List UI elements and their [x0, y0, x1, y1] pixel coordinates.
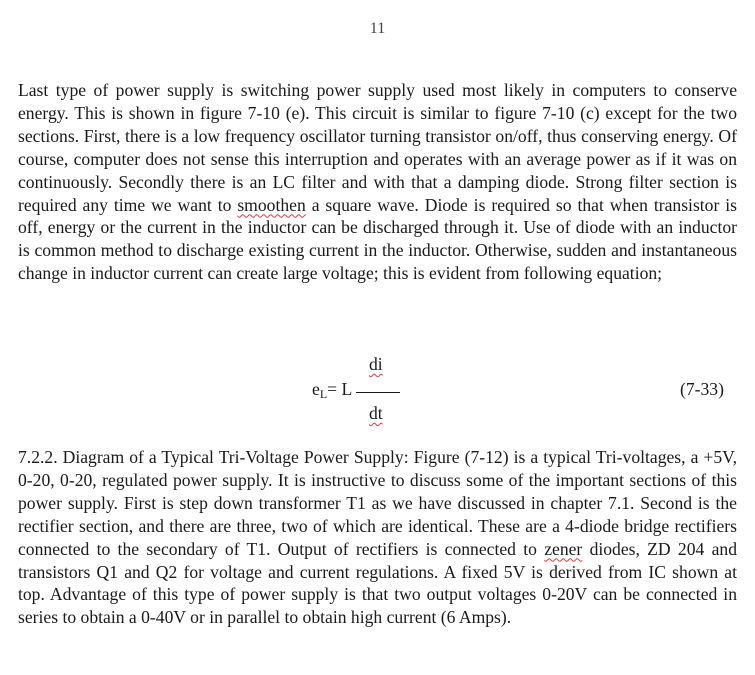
- paragraph-switching-power-supply: [18, 79, 737, 285]
- paragraph-text: Last type of power supply is switching power supply used most likely in computers to conserve energy. This is shown in figure 7-10 (e). This circuit is similar to figure 7-10 (c) except for the two sections. First, there is a low frequency oscillator turning transistor on/off, thus conserving energy. Of course, computer does not sense this interruption and operates with an average power as if it was on continuously. Secondly there is an LC filter and with that a damping diode. Strong filter section is required any time we want to: [18, 80, 737, 215]
- paragraph-text: a square wave. Diode is required so that when transistor is off, energy or the current in the inductor can be discharged through it. Use of diode with an inductor is common method to discharge existing current in the inductor. Otherwise, sudden and instantaneous change in inductor current can create large voltage; this is evident from following equation;: [18, 194, 738, 284]
- spellcheck-word-zener: zener: [544, 538, 583, 559]
- equation-symbol-e: e: [312, 379, 320, 399]
- paragraph-text: 7.2.2. Diagram of a Typical Tri-Voltage Power Supply: Figure (7-12) is a typical Tri-voltages, a +5V, 0-20, 0-20, regulated power supply. It is instructive to discuss some of the important sections of this power supply. First is step down transformer T1 as we have discussed in chapter 7.1. Second is the rectifier section, and there are three, two of which are identical. These are a 4-diode bridge rectifiers connected to the secondary of T1. Output of rectifiers is connected to: [18, 447, 737, 559]
- fraction-bar: [356, 392, 400, 393]
- paragraph-text: diodes, ZD 204 and transistors Q1 and Q2 for voltage and current regulations. A fixed 5V is derived from IC shown at top. Advantage of this type of power supply is that two output voltages 0-20V can be connected in series to obtain a 0-40V or in parallel to obtain high current (6 Amps).: [18, 538, 737, 628]
- page-number: 11: [369, 20, 386, 37]
- equation-number: (7-33): [680, 379, 724, 399]
- spellcheck-word-smoothen: smoothen: [237, 194, 306, 215]
- equation-7-33: [0, 352, 755, 432]
- equation-denominator: dt: [369, 403, 383, 423]
- equation-subscript: L: [319, 387, 328, 401]
- equation-equals-l: = L: [327, 379, 353, 399]
- paragraph-tri-voltage-power-supply: [18, 446, 737, 629]
- equation-lhs: [312, 379, 352, 400]
- equation-numerator: di: [369, 354, 383, 374]
